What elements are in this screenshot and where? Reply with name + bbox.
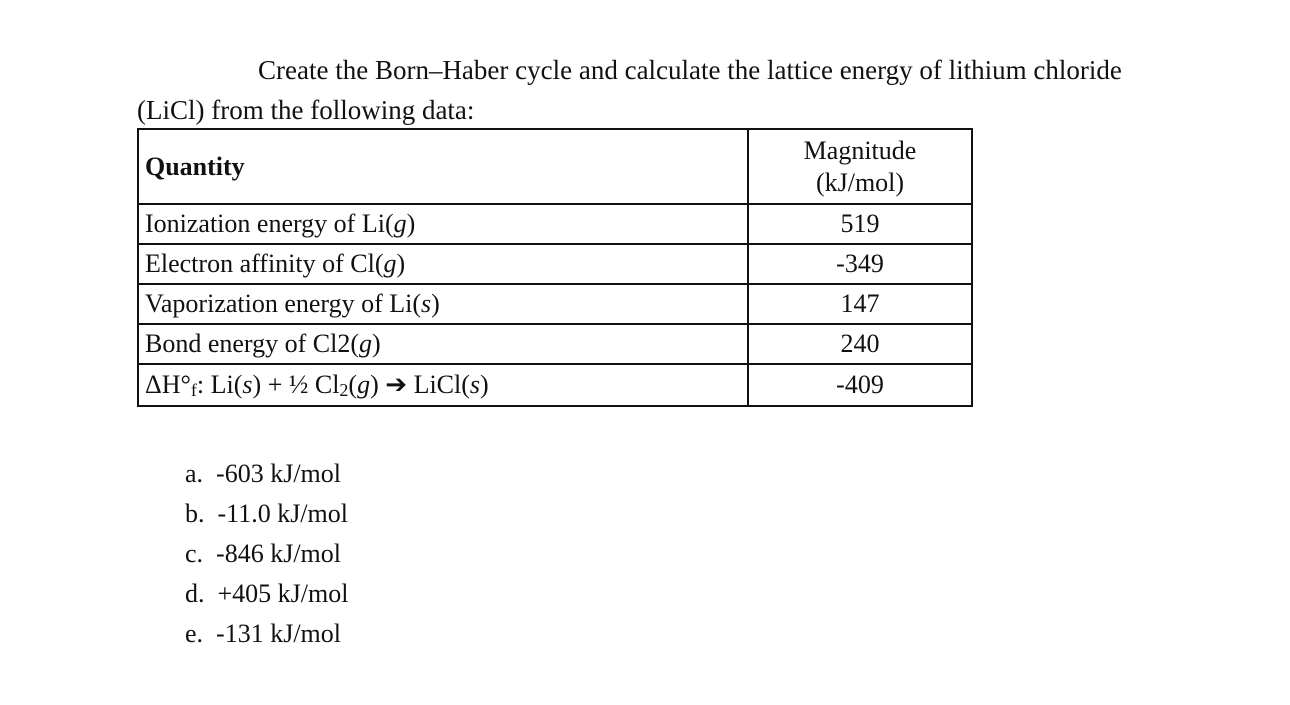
equation-text: ) (480, 369, 489, 399)
table-row-vaporization (138, 284, 972, 324)
choice-text: +405 kJ/mol (217, 579, 349, 608)
header-quantity: Quantity (138, 129, 748, 204)
cell-magnitude: -409 (748, 364, 972, 406)
cell-quantity (138, 204, 748, 244)
equation-text: ( (348, 369, 358, 399)
state-symbol: g (359, 329, 372, 358)
header-magnitude-line1: Magnitude (803, 135, 917, 165)
quantity-text: Ionization energy of Li( (145, 209, 394, 238)
cell-magnitude: -349 (748, 244, 972, 284)
quantity-text: Vaporization energy of Li( (145, 289, 422, 318)
equation-text: LiCl( (407, 369, 470, 399)
data-table (137, 128, 973, 407)
state-symbol: g (357, 369, 371, 399)
cell-quantity (138, 364, 748, 406)
question-text (137, 50, 1197, 130)
choice-letter: c. (185, 539, 204, 568)
state-symbol: g (383, 249, 397, 278)
quantity-text-end: ) (431, 289, 440, 318)
question-line-2: (LiCl) from the following data: (137, 95, 475, 125)
choice-text: -846 kJ/mol (216, 539, 341, 568)
choice-letter: b. (185, 499, 205, 528)
table-row-formation-enthalpy (138, 364, 972, 406)
choice-a[interactable] (185, 454, 348, 494)
table-row-ionization (138, 204, 972, 244)
quantity-text: Electron affinity of Cl( (145, 249, 384, 278)
choice-letter: d. (185, 579, 205, 608)
equation-text: : Li( (196, 369, 243, 399)
quantity-text-end: ) (406, 209, 416, 238)
quantity-text-end: ) (372, 329, 381, 358)
cell-quantity (138, 284, 748, 324)
choice-letter: e. (185, 619, 204, 648)
table-header-row (138, 129, 972, 204)
choice-text: -131 kJ/mol (216, 619, 341, 648)
equation-text: ) (370, 369, 386, 399)
quantity-text: Bond energy of Cl2( (145, 329, 359, 358)
question-line-1: Create the Born–Haber cycle and calculate the lattice energy of lithium chloride (258, 55, 1122, 85)
state-symbol: s (421, 289, 432, 318)
choice-b[interactable] (185, 494, 348, 534)
state-symbol: g (393, 209, 407, 238)
answer-choices (185, 454, 348, 654)
table-row-bond-energy (138, 324, 972, 364)
cell-magnitude: 240 (748, 324, 972, 364)
choice-c[interactable] (185, 534, 348, 574)
choice-letter: a. (185, 459, 204, 488)
subscript-f: f (190, 379, 197, 400)
state-symbol: s (469, 369, 481, 399)
choice-d[interactable] (185, 574, 348, 614)
header-magnitude (748, 129, 972, 204)
table-row-electron-affinity (138, 244, 972, 284)
choice-text: -603 kJ/mol (216, 459, 341, 488)
choice-text: -11.0 kJ/mol (217, 499, 348, 528)
reaction-arrow-icon: ➔ (385, 369, 408, 399)
state-symbol: s (242, 369, 253, 399)
cell-quantity (138, 244, 748, 284)
cell-magnitude: 147 (748, 284, 972, 324)
header-magnitude-line2: (kJ/mol) (815, 167, 905, 197)
quantity-text-end: ) (396, 249, 406, 278)
choice-e[interactable] (185, 614, 348, 654)
equation-text: ) + ½ Cl (252, 369, 340, 399)
delta-h-symbol: ΔH° (145, 369, 191, 399)
subscript-2: 2 (339, 379, 349, 400)
cell-quantity (138, 324, 748, 364)
cell-magnitude: 519 (748, 204, 972, 244)
